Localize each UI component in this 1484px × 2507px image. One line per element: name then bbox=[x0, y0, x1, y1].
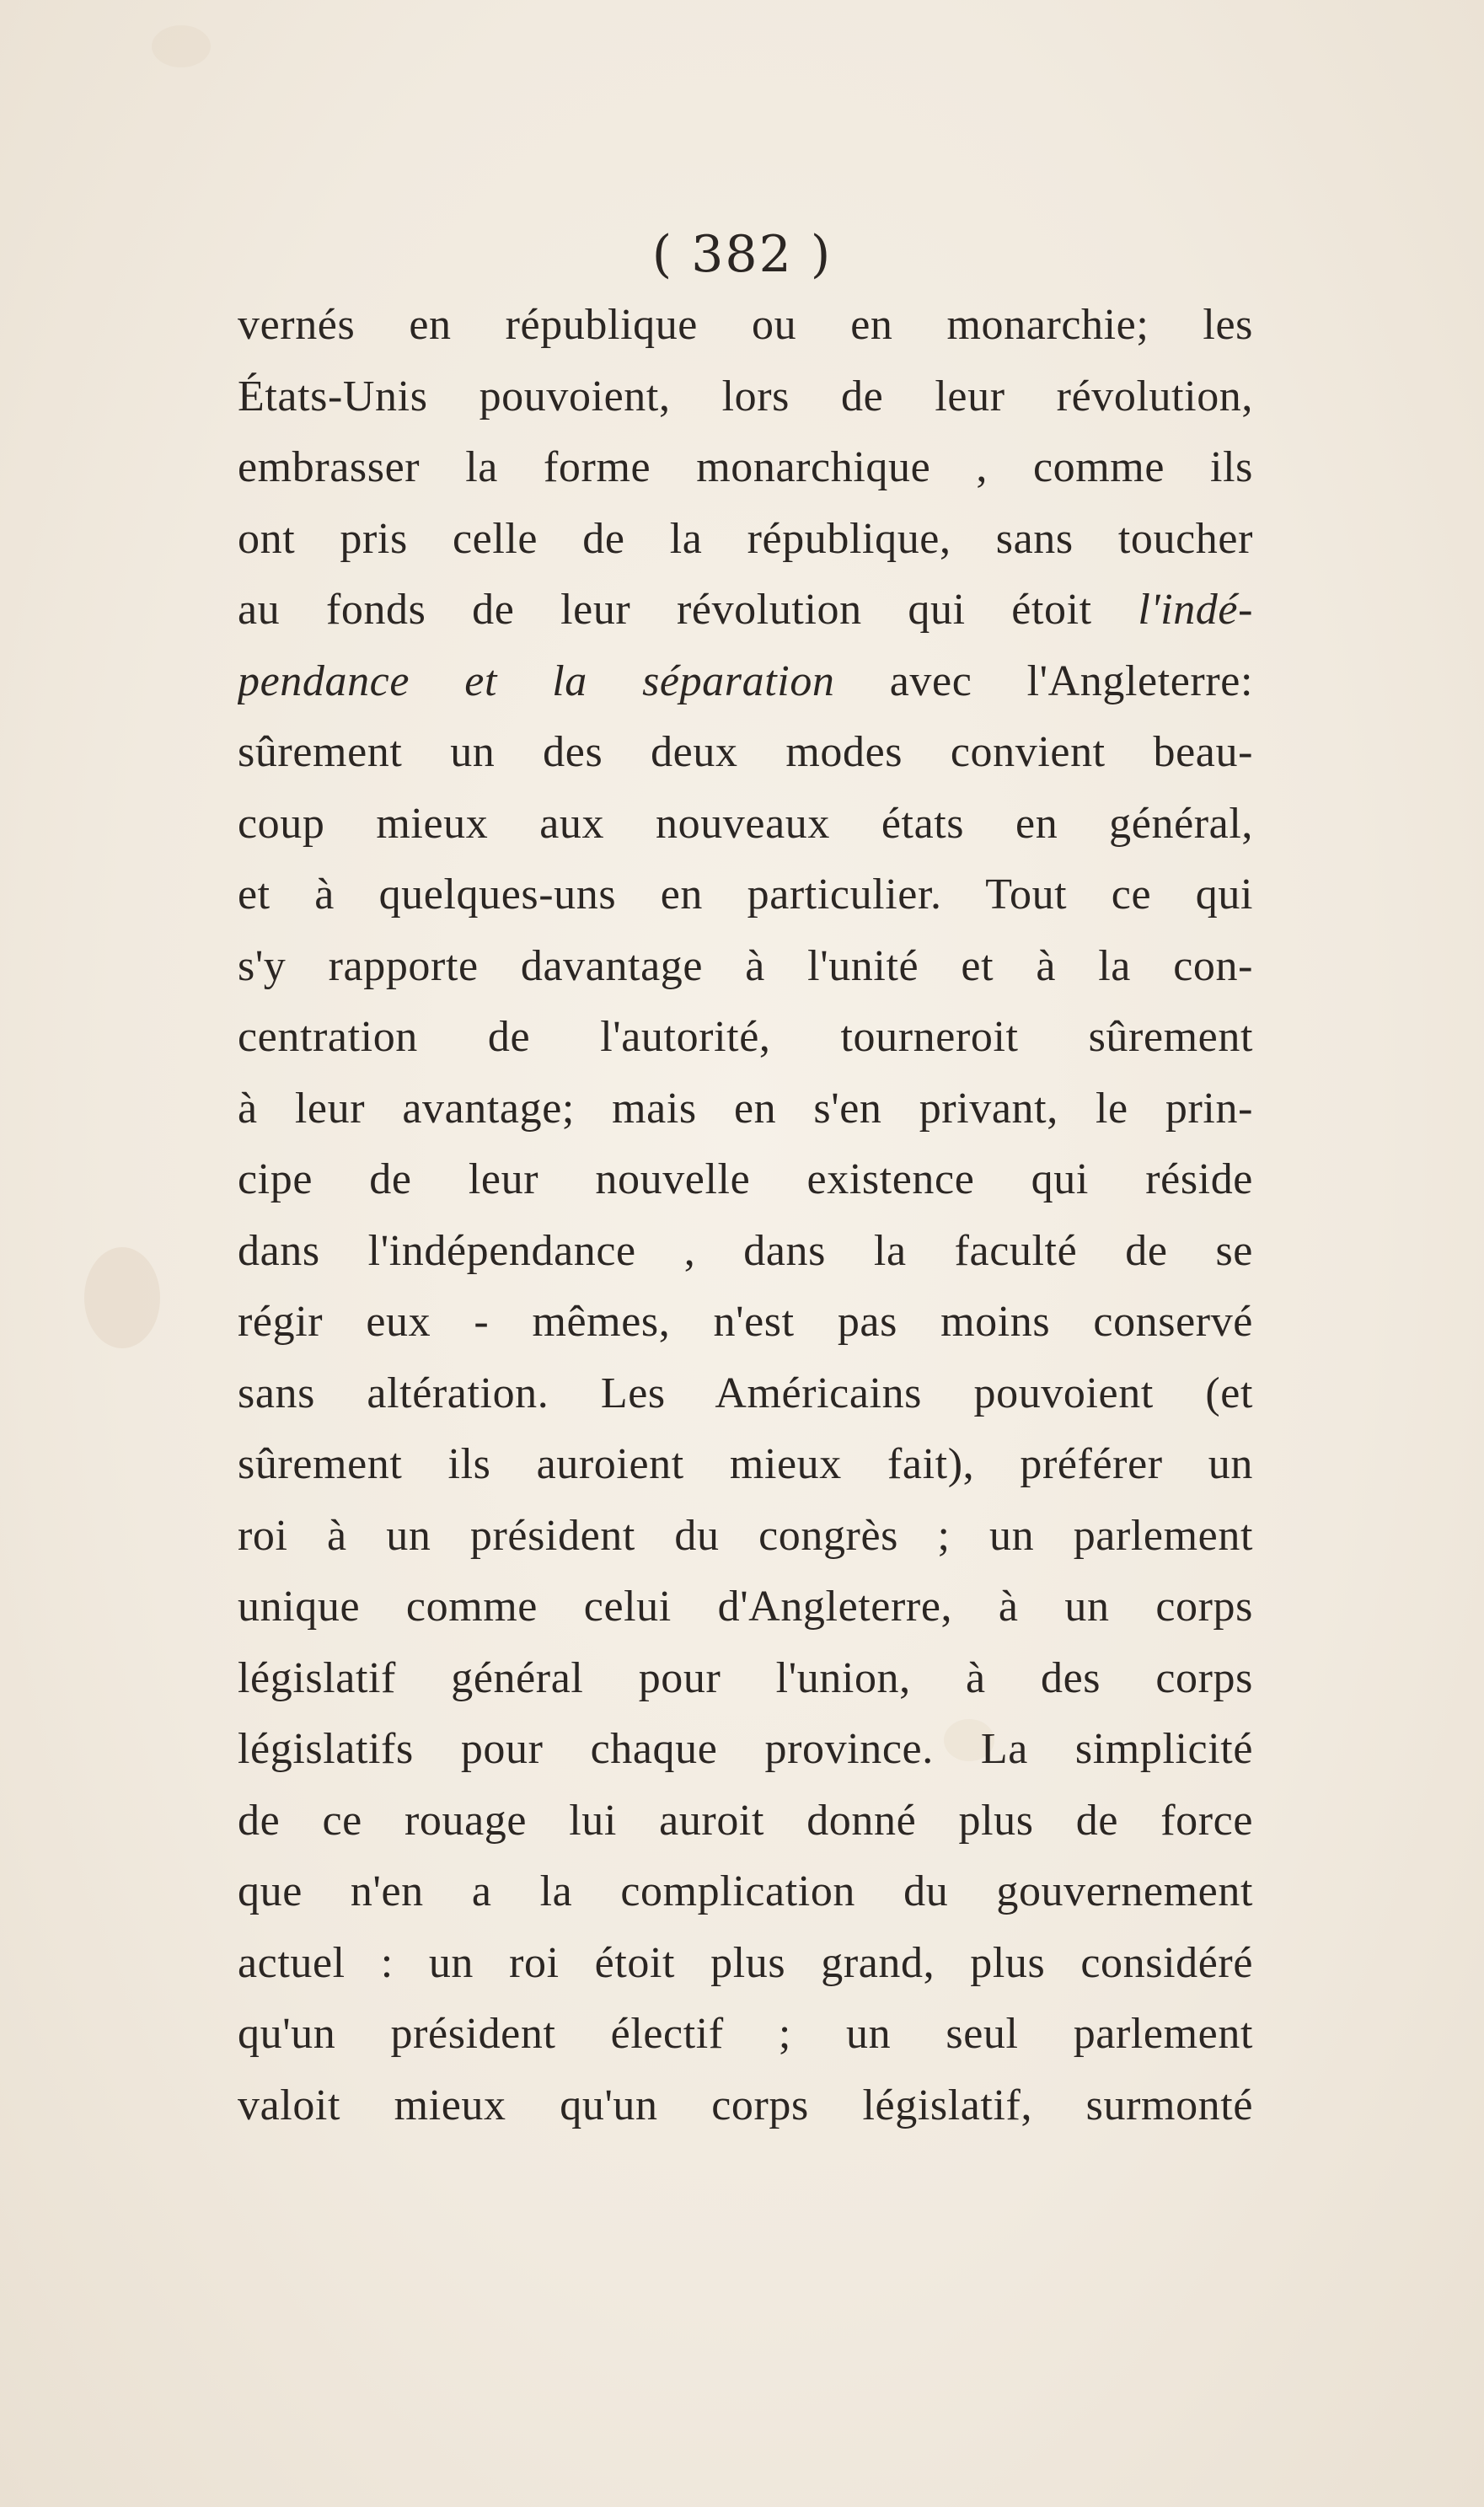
text-line: cipe de leur nouvelle existence qui réside bbox=[238, 1155, 1253, 1203]
body-text bbox=[238, 290, 1253, 2141]
text-line: législatifs pour chaque province. La simplicité bbox=[238, 1725, 1253, 1773]
text-line: législatif général pour l'union, à des corps bbox=[238, 1653, 1253, 1702]
text-line: coup mieux aux nouveaux états en général, bbox=[238, 799, 1253, 848]
italic-text: l'indé- bbox=[1138, 586, 1253, 634]
text-line: de ce rouage lui auroit donné plus de force bbox=[238, 1796, 1253, 1845]
text-line: valoit mieux qu'un corps législatif, surmonté bbox=[238, 2081, 1253, 2129]
text-line: centration de l'autorité, tourneroit sûrement bbox=[238, 1013, 1253, 1061]
text-line: qu'un président électif ; un seul parlement bbox=[238, 2010, 1253, 2058]
text-line bbox=[238, 575, 1253, 646]
text-line: dans l'indépendance , dans la faculté de se bbox=[238, 1226, 1253, 1275]
text-line: sans altération. Les Américains pouvoient (et bbox=[238, 1369, 1253, 1417]
text-line: et à quelques-uns en particulier. Tout ce qui bbox=[238, 870, 1253, 919]
text-line: actuel : un roi étoit plus grand, plus considéré bbox=[238, 1938, 1253, 1987]
paper-stain bbox=[152, 25, 211, 67]
italic-text: pendance et la séparation bbox=[238, 656, 835, 705]
text-line: embrasser la forme monarchique , comme ils bbox=[238, 443, 1253, 491]
paper-stain bbox=[84, 1247, 160, 1348]
text-line: à leur avantage; mais en s'en privant, le prin- bbox=[238, 1084, 1253, 1133]
text-segment: avec l'Angleterre: bbox=[834, 656, 1253, 705]
text-line: que n'en a la complication du gouvernement bbox=[238, 1867, 1253, 1915]
text-line bbox=[238, 646, 1253, 718]
text-line: s'y rapporte davantage à l'unité et à la con- bbox=[238, 941, 1253, 990]
text-line: États-Unis pouvoient, lors de leur révolution, bbox=[238, 372, 1253, 421]
text-line: vernés en république ou en monarchie; les bbox=[238, 301, 1253, 349]
page-number: ( 382 ) bbox=[651, 225, 833, 284]
text-line: régir eux - mêmes, n'est pas moins conservé bbox=[238, 1298, 1253, 1346]
text-line: sûrement un des deux modes convient beau- bbox=[238, 728, 1253, 776]
text-segment: au fonds de leur révolution qui étoit bbox=[238, 586, 1138, 634]
text-line: roi à un président du congrès ; un parlement bbox=[238, 1511, 1253, 1560]
text-line: ont pris celle de la république, sans toucher bbox=[238, 514, 1253, 563]
text-line: unique comme celui d'Angleterre, à un corps bbox=[238, 1583, 1253, 1631]
text-line: sûrement ils auroient mieux fait), préférer un bbox=[238, 1440, 1253, 1488]
